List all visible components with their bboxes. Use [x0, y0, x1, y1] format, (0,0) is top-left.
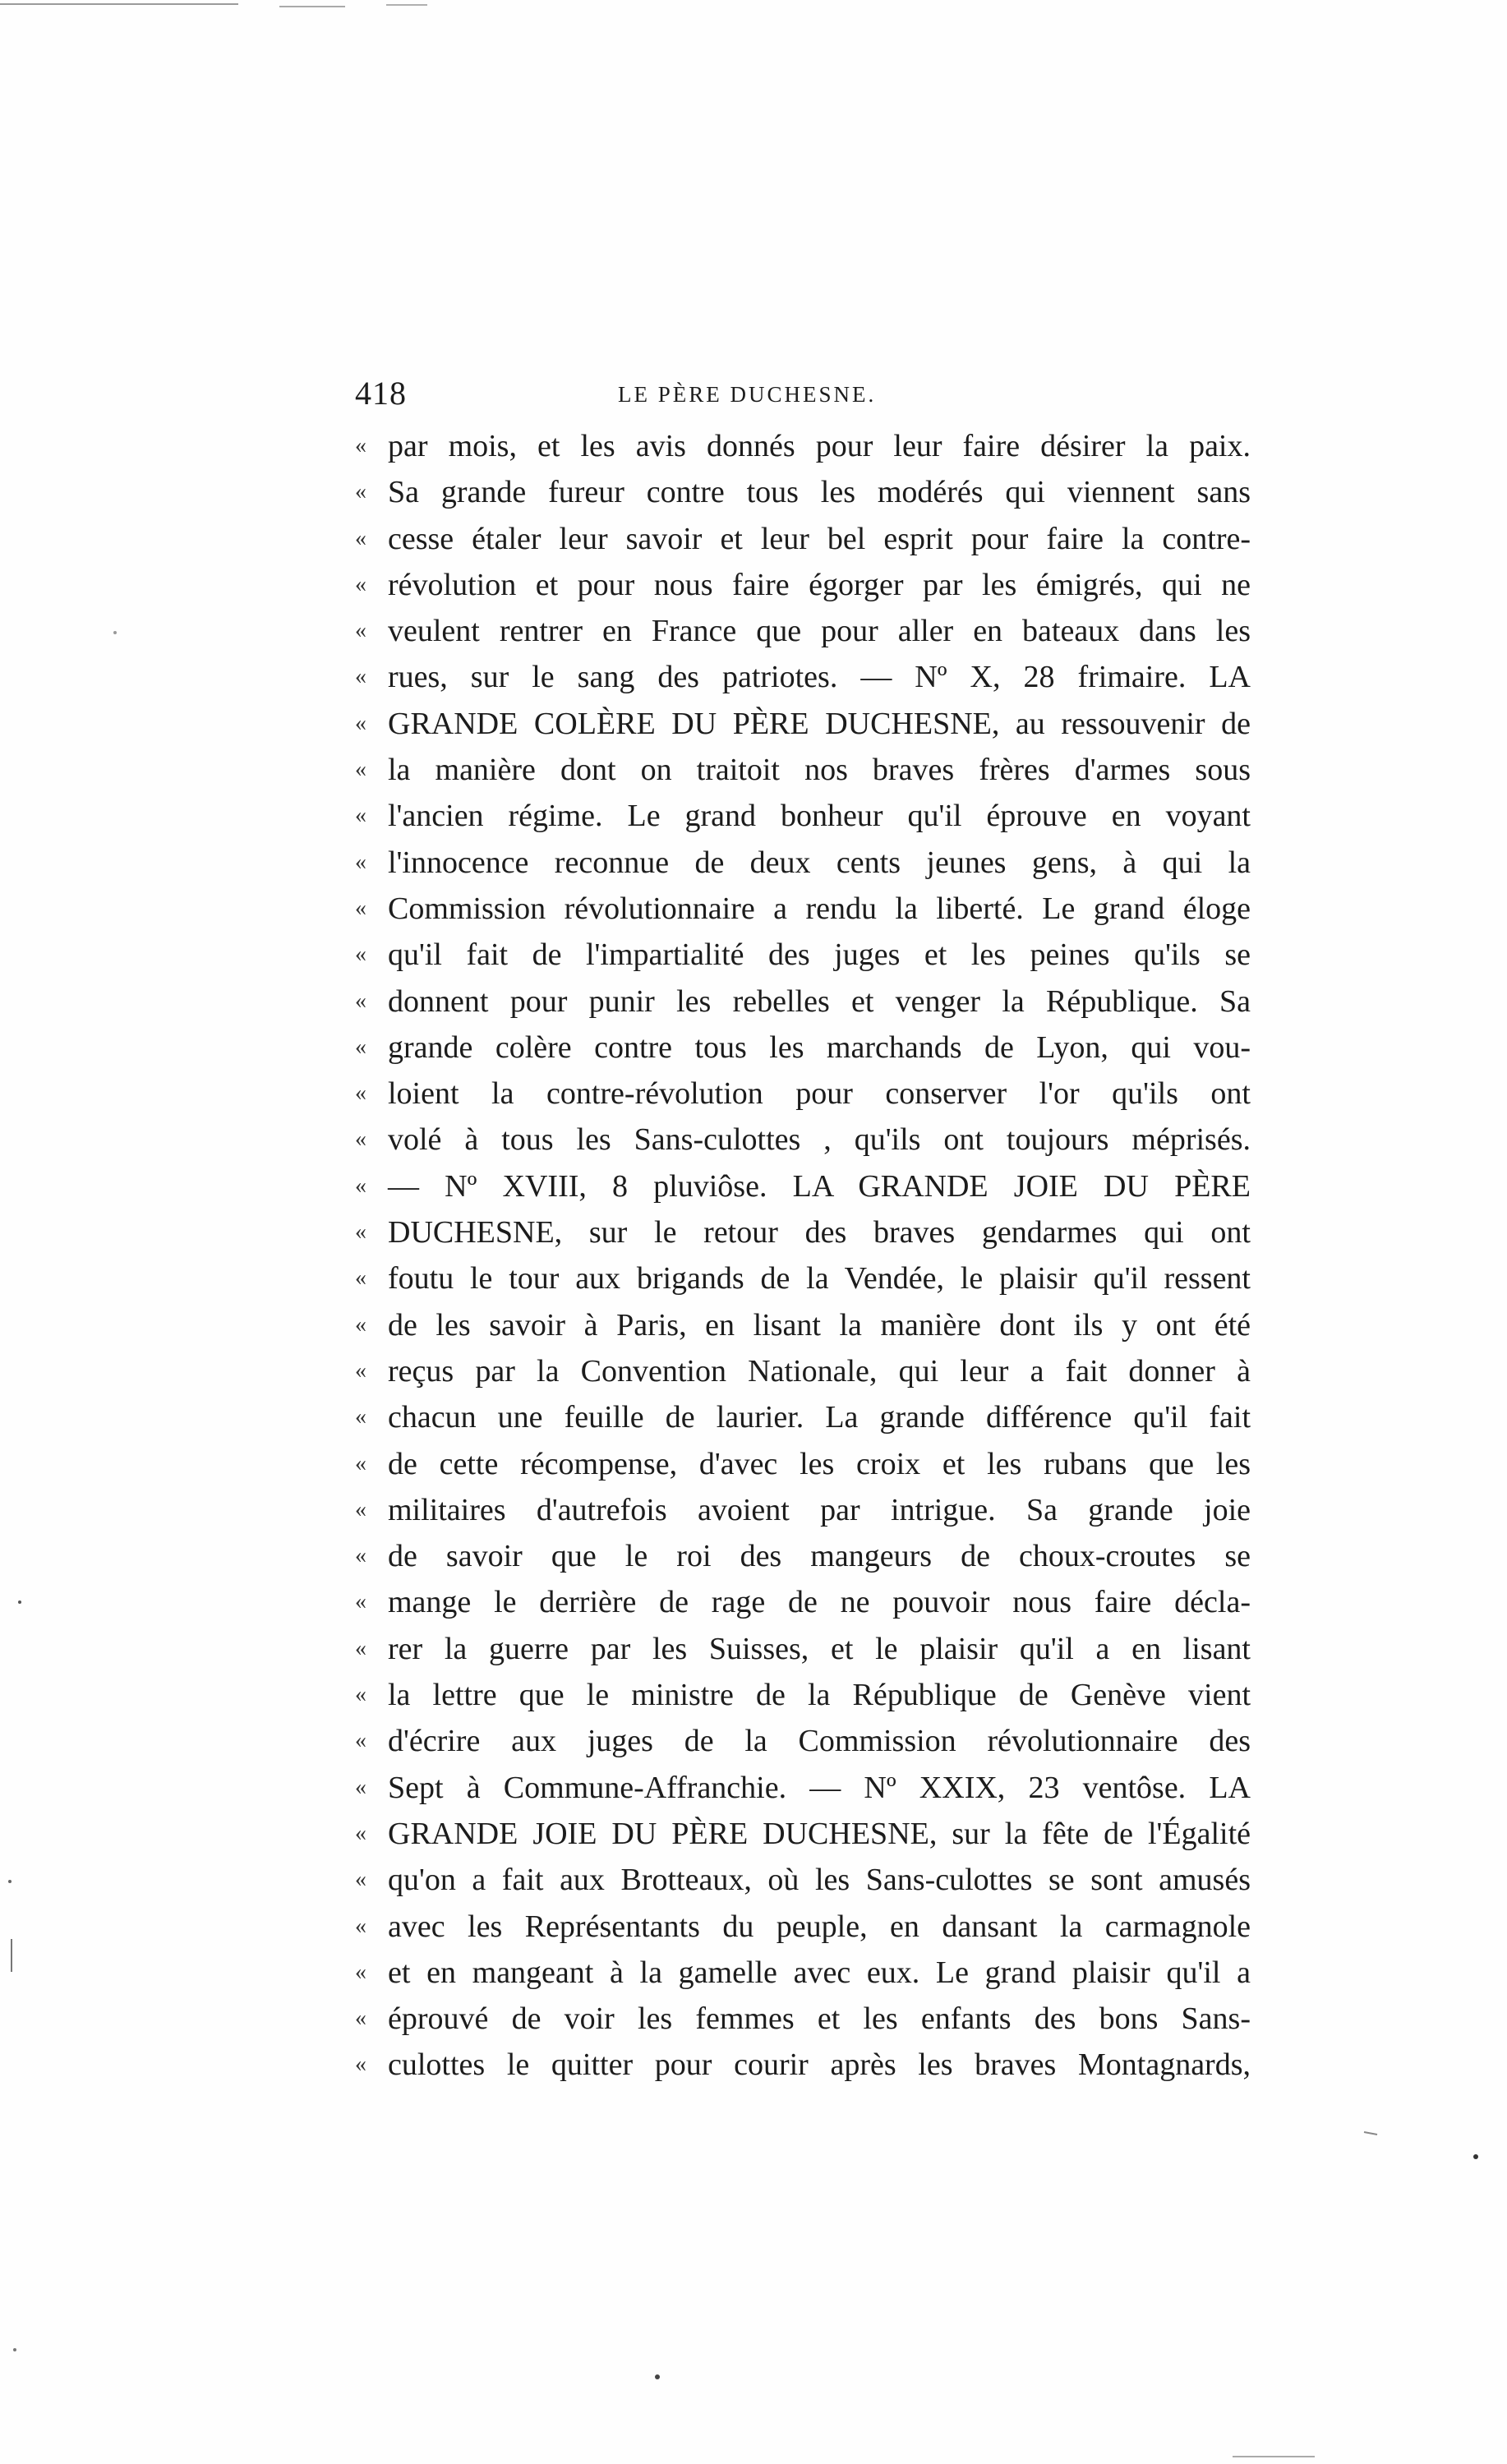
- quote-mark: «: [355, 618, 366, 644]
- text-line: [355, 1163, 1251, 1209]
- line-text: de les savoir à Paris, en lisant la manière dont ils y ont été: [388, 1307, 1251, 1343]
- quote-mark: «: [355, 1867, 366, 1893]
- line-text: volé à tous les Sans-culottes , qu'ils ont toujours méprisés.: [388, 1122, 1251, 1158]
- line-text: l'innocence reconnue de deux cents jeunes gens, à qui la: [388, 845, 1251, 880]
- quote-mark: «: [355, 1820, 366, 1846]
- line-text: loient la contre-révolution pour conserver l'or qu'ils ont: [388, 1076, 1251, 1112]
- page-header: [355, 374, 1251, 413]
- quote-mark: «: [355, 664, 366, 690]
- quote-mark: «: [355, 433, 366, 458]
- line-text: foutu le tour aux brigands de la Vendée, le plaisir qu'il ressent: [388, 1261, 1251, 1296]
- quote-mark: «: [355, 710, 366, 736]
- text-line: [355, 1857, 1251, 1903]
- text-line: [355, 1348, 1251, 1394]
- text-line: [355, 1441, 1251, 1487]
- quote-mark: «: [355, 1450, 366, 1476]
- line-text: Sa grande fureur contre tous les modérés qui viennent sans: [388, 475, 1251, 510]
- quote-mark: «: [355, 2052, 366, 2078]
- text-line: [355, 1487, 1251, 1533]
- line-text: GRANDE COLÈRE DU PÈRE DUCHESNE, au ressouvenir de: [388, 706, 1251, 741]
- quote-mark: «: [355, 2006, 366, 2032]
- text-line: [355, 932, 1251, 978]
- quote-mark: «: [355, 1959, 366, 1985]
- quote-mark: «: [355, 525, 366, 551]
- line-text: culottes le quitter pour courir après les braves Montagnards,: [388, 2047, 1251, 2083]
- quote-mark: «: [355, 988, 366, 1014]
- quote-mark: «: [355, 1728, 366, 1754]
- text-line: [355, 1672, 1251, 1718]
- quote-mark: «: [355, 1635, 366, 1661]
- text-line: [355, 1117, 1251, 1163]
- quote-mark: «: [355, 571, 366, 597]
- text-line: [355, 1209, 1251, 1255]
- page-number: 418: [355, 375, 407, 412]
- line-text: mange le derrière de rage de ne pouvoir nous faire décla-: [388, 1585, 1251, 1620]
- line-text: DUCHESNE, sur le retour des braves gendarmes qui ont: [388, 1215, 1251, 1250]
- text-line: [355, 701, 1251, 747]
- quote-mark: «: [355, 1682, 366, 1708]
- line-text: par mois, et les avis donnés pour leur faire désirer la paix.: [388, 429, 1251, 463]
- line-text: grande colère contre tous les marchands de Lyon, qui vou-: [388, 1029, 1251, 1065]
- text-line: [355, 886, 1251, 932]
- line-text: et en mangeant à la gamelle avec eux. Le grand plaisir qu'il a: [388, 1955, 1251, 1990]
- text-line: [355, 608, 1251, 654]
- text-line: [355, 562, 1251, 608]
- line-text: qu'il fait de l'impartialité des juges et les peines qu'ils se: [388, 937, 1251, 973]
- quote-mark: «: [355, 1126, 366, 1153]
- line-text: rues, sur le sang des patriotes. — Nº X, 28 frimaire. LA: [388, 660, 1251, 695]
- text-line: [355, 1765, 1251, 1811]
- quote-mark: «: [355, 1357, 366, 1384]
- text-line: [355, 1394, 1251, 1440]
- line-text: rer la guerre par les Suisses, et le plaisir qu'il a en lisant: [388, 1631, 1251, 1666]
- quote-mark: «: [355, 803, 366, 829]
- line-text: GRANDE JOIE DU PÈRE DUCHESNE, sur la fête de l'Égalité: [388, 1816, 1251, 1851]
- running-title: LE PÈRE DUCHESNE.: [618, 382, 877, 407]
- quote-mark: «: [355, 1404, 366, 1430]
- text-line: [355, 1811, 1251, 1857]
- text-line: [355, 747, 1251, 793]
- text-line: [355, 1626, 1251, 1672]
- text-line: [355, 1533, 1251, 1579]
- text-line: [355, 979, 1251, 1025]
- quote-mark: «: [355, 849, 366, 875]
- quote-mark: «: [355, 1913, 366, 1939]
- text-line: [355, 1579, 1251, 1625]
- line-text: Sept à Commune-Affranchie. — Nº XXIX, 23 ventôse. LA: [388, 1770, 1251, 1805]
- body-text: [355, 423, 1251, 2089]
- quote-mark: «: [355, 1774, 366, 1800]
- quote-mark: «: [355, 1496, 366, 1522]
- text-line: [355, 654, 1251, 700]
- line-text: la lettre que le ministre de la République de Genève vient: [388, 1678, 1251, 1713]
- line-text: reçus par la Convention Nationale, qui leur a fait donner à: [388, 1353, 1251, 1389]
- text-line: [355, 840, 1251, 886]
- text-line: [355, 1718, 1251, 1764]
- line-text: militaires d'autrefois avoient par intrigue. Sa grande joie: [388, 1492, 1251, 1527]
- quote-mark: «: [355, 1219, 366, 1246]
- line-text: avec les Représentants du peuple, en dansant la carmagnole: [388, 1909, 1251, 1944]
- quote-mark: «: [355, 1034, 366, 1060]
- text-line: [355, 469, 1251, 515]
- line-text: veulent rentrer en France que pour aller en bateaux dans les: [388, 614, 1251, 649]
- text-line: [355, 793, 1251, 839]
- text-line: [355, 1302, 1251, 1348]
- line-text: — Nº XVIII, 8 pluviôse. LA GRANDE JOIE DU PÈRE: [388, 1168, 1251, 1204]
- quote-mark: «: [355, 757, 366, 783]
- line-text: de savoir que le roi des mangeurs de choux-croutes se: [388, 1539, 1251, 1574]
- line-text: l'ancien régime. Le grand bonheur qu'il éprouve en voyant: [388, 799, 1251, 834]
- line-text: la manière dont on traitoit nos braves frères d'armes sous: [388, 753, 1251, 788]
- quote-mark: «: [355, 1311, 366, 1338]
- line-text: d'écrire aux juges de la Commission révolutionnaire des: [388, 1724, 1251, 1759]
- quote-mark: «: [355, 1543, 366, 1569]
- line-text: éprouvé de voir les femmes et les enfants des bons Sans-: [388, 2001, 1251, 2037]
- quote-mark: «: [355, 1265, 366, 1292]
- quote-mark: «: [355, 1172, 366, 1199]
- quote-mark: «: [355, 1080, 366, 1107]
- quote-mark: «: [355, 479, 366, 505]
- text-line: [355, 1255, 1251, 1301]
- line-text: donnent pour punir les rebelles et venger la République. Sa: [388, 983, 1251, 1019]
- quote-mark: «: [355, 895, 366, 921]
- quote-mark: «: [355, 942, 366, 968]
- line-text: révolution et pour nous faire égorger par les émigrés, qui ne: [388, 567, 1251, 602]
- text-line: [355, 516, 1251, 562]
- text-line: [355, 1996, 1251, 2042]
- line-text: cesse étaler leur savoir et leur bel esprit pour faire la contre-: [388, 521, 1251, 556]
- line-text: de cette récompense, d'avec les croix et les rubans que les: [388, 1446, 1251, 1481]
- text-line: [355, 1950, 1251, 1996]
- quote-mark: «: [355, 1589, 366, 1615]
- line-text: qu'on a fait aux Brotteaux, où les Sans-culottes se sont amusés: [388, 1863, 1251, 1898]
- text-line: [355, 2042, 1251, 2088]
- text-line: [355, 423, 1251, 469]
- text-line: [355, 1025, 1251, 1071]
- line-text: chacun une feuille de laurier. La grande différence qu'il fait: [388, 1400, 1251, 1435]
- text-line: [355, 1071, 1251, 1117]
- text-line: [355, 1904, 1251, 1950]
- line-text: Commission révolutionnaire a rendu la liberté. Le grand éloge: [388, 891, 1251, 926]
